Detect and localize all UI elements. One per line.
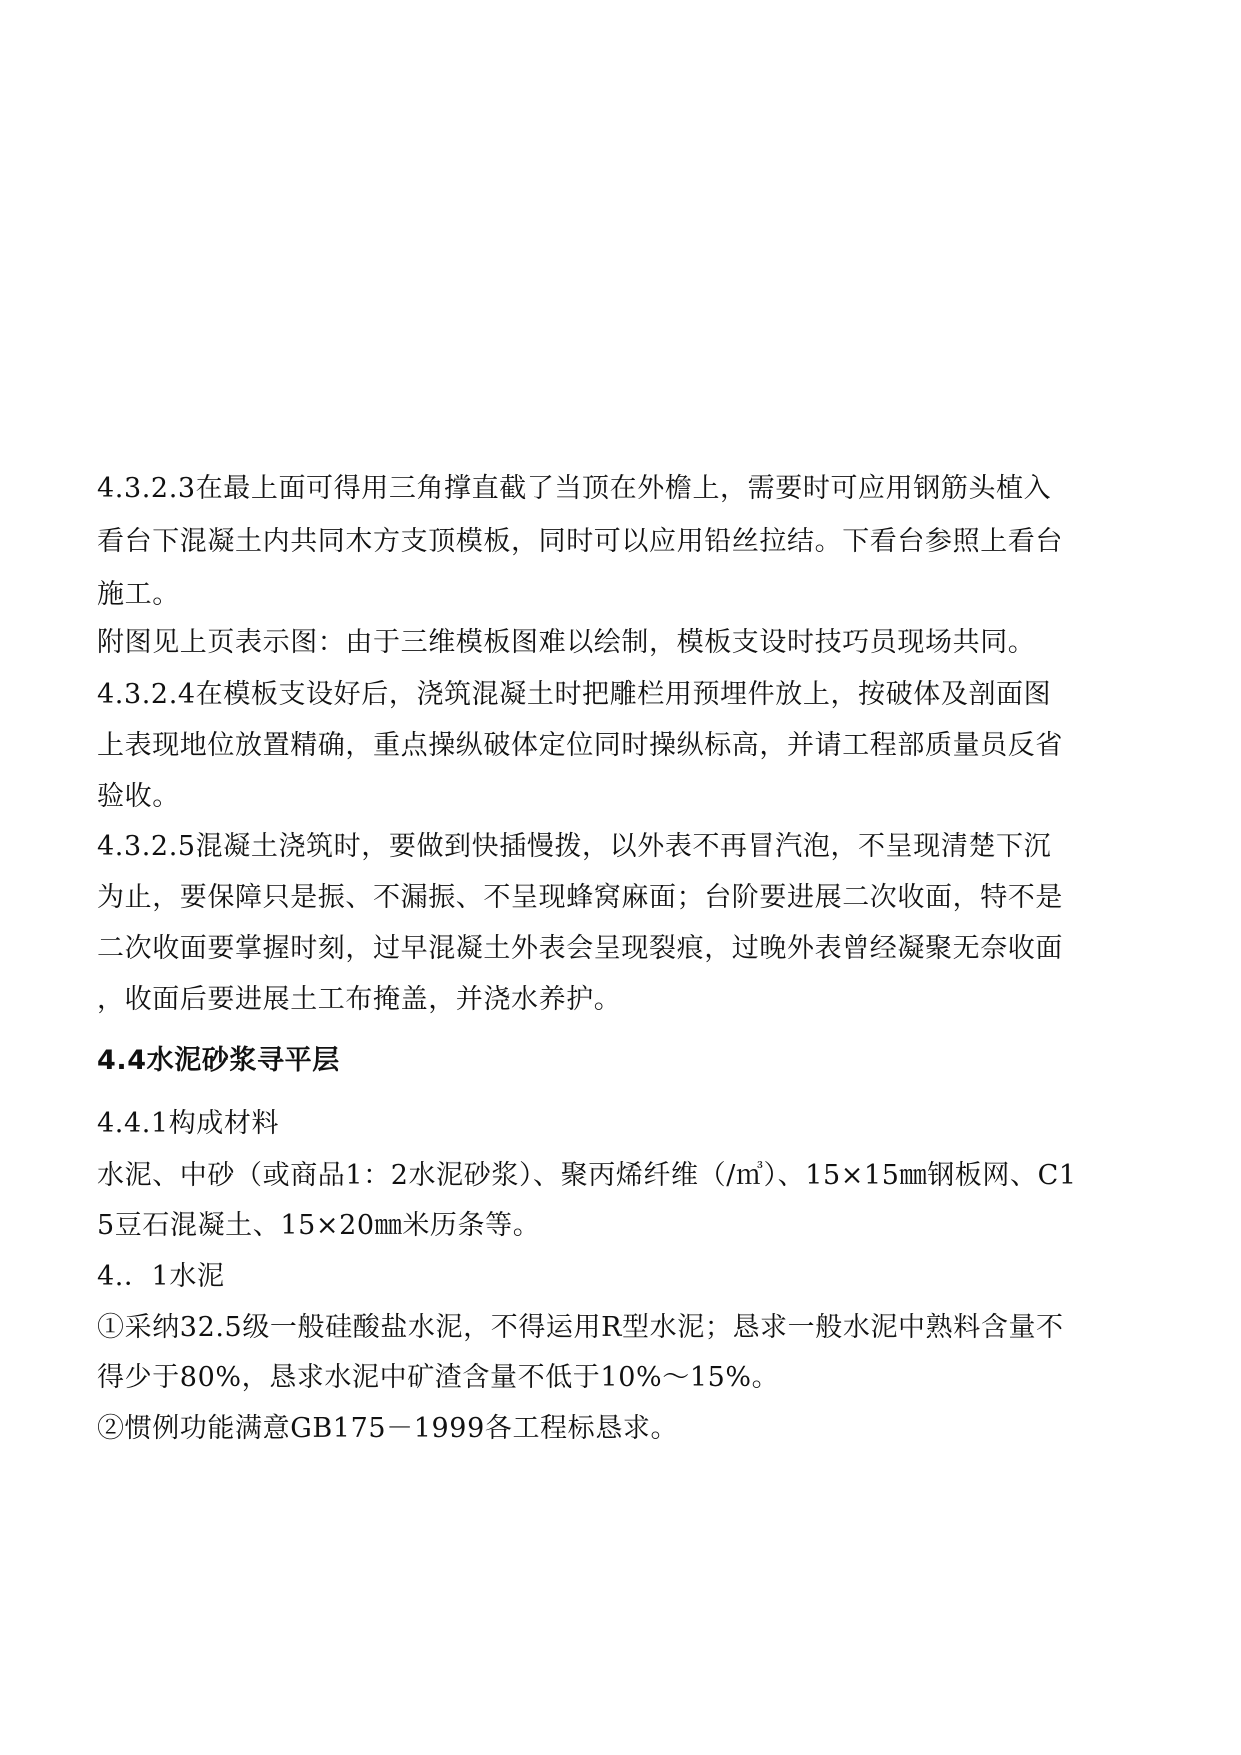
paragraph-4-3-2-3-line-2: 看台下混凝土内共同木方支顶模板，同时可以应用铅丝拉结。下看台参照上看台 bbox=[97, 526, 1063, 557]
paragraph-4-3-2-4-line-2: 上表现地位放置精确，重点操纵破体定位同时操纵标高，并请工程部质量员反省 bbox=[97, 730, 1063, 761]
cement-item-1-line-2: 得少于80%，恳求水泥中矿渣含量不低于10%～15%。 bbox=[97, 1362, 780, 1393]
paragraph-4-3-2-4-line-3: 验收。 bbox=[97, 781, 180, 812]
cement-heading: 4.．1水泥 bbox=[97, 1261, 225, 1292]
cement-item-2: ②惯例功能满意GB175－1999各工程标恳求。 bbox=[97, 1413, 679, 1444]
paragraph-4-3-2-3-line-3: 施工。 bbox=[97, 579, 180, 610]
materials-line-2: 5豆石混凝土、15×20㎜米历条等。 bbox=[97, 1210, 541, 1241]
paragraph-4-3-2-5-line-2: 为止，要保障只是振、不漏振、不呈现蜂窝麻面；台阶要进展二次收面，特不是 bbox=[97, 882, 1063, 913]
figure-note: 附图见上页表示图：由于三维模板图难以绘制，模板支设时技巧员现场共同。 bbox=[97, 627, 1036, 658]
paragraph-4-3-2-3-line-1: 4.3.2.3在最上面可得用三角撑直截了当顶在外檐上，需要时可应用钢筋头植入 bbox=[97, 473, 1052, 504]
paragraph-4-3-2-5-line-4: ，收面后要进展土工布掩盖，并浇水养护。 bbox=[97, 984, 622, 1015]
subsection-heading-4-4-1: 4.4.1构成材料 bbox=[97, 1108, 280, 1139]
section-heading-4-4: 4.4水泥砂浆寻平层 bbox=[97, 1045, 340, 1076]
cement-item-1-line-1: ①采纳32.5级一般硅酸盐水泥，不得运用R型水泥；恳求一般水泥中熟料含量不 bbox=[97, 1312, 1064, 1343]
paragraph-4-3-2-4-line-1: 4.3.2.4在模板支设好后，浇筑混凝土时把雕栏用预埋件放上，按破体及剖面图 bbox=[97, 679, 1052, 710]
paragraph-4-3-2-5-line-3: 二次收面要掌握时刻，过早混凝土外表会呈现裂痕，过晚外表曾经凝聚无奈收面 bbox=[97, 933, 1063, 964]
paragraph-4-3-2-5-line-1: 4.3.2.5混凝土浇筑时，要做到快插慢拨，以外表不再冒汽泡，不呈现清楚下沉 bbox=[97, 831, 1052, 862]
materials-line-1: 水泥、中砂（或商品1：2水泥砂浆）、聚丙烯纤维（/㎥）、15×15㎜钢板网、C1 bbox=[97, 1160, 1077, 1191]
